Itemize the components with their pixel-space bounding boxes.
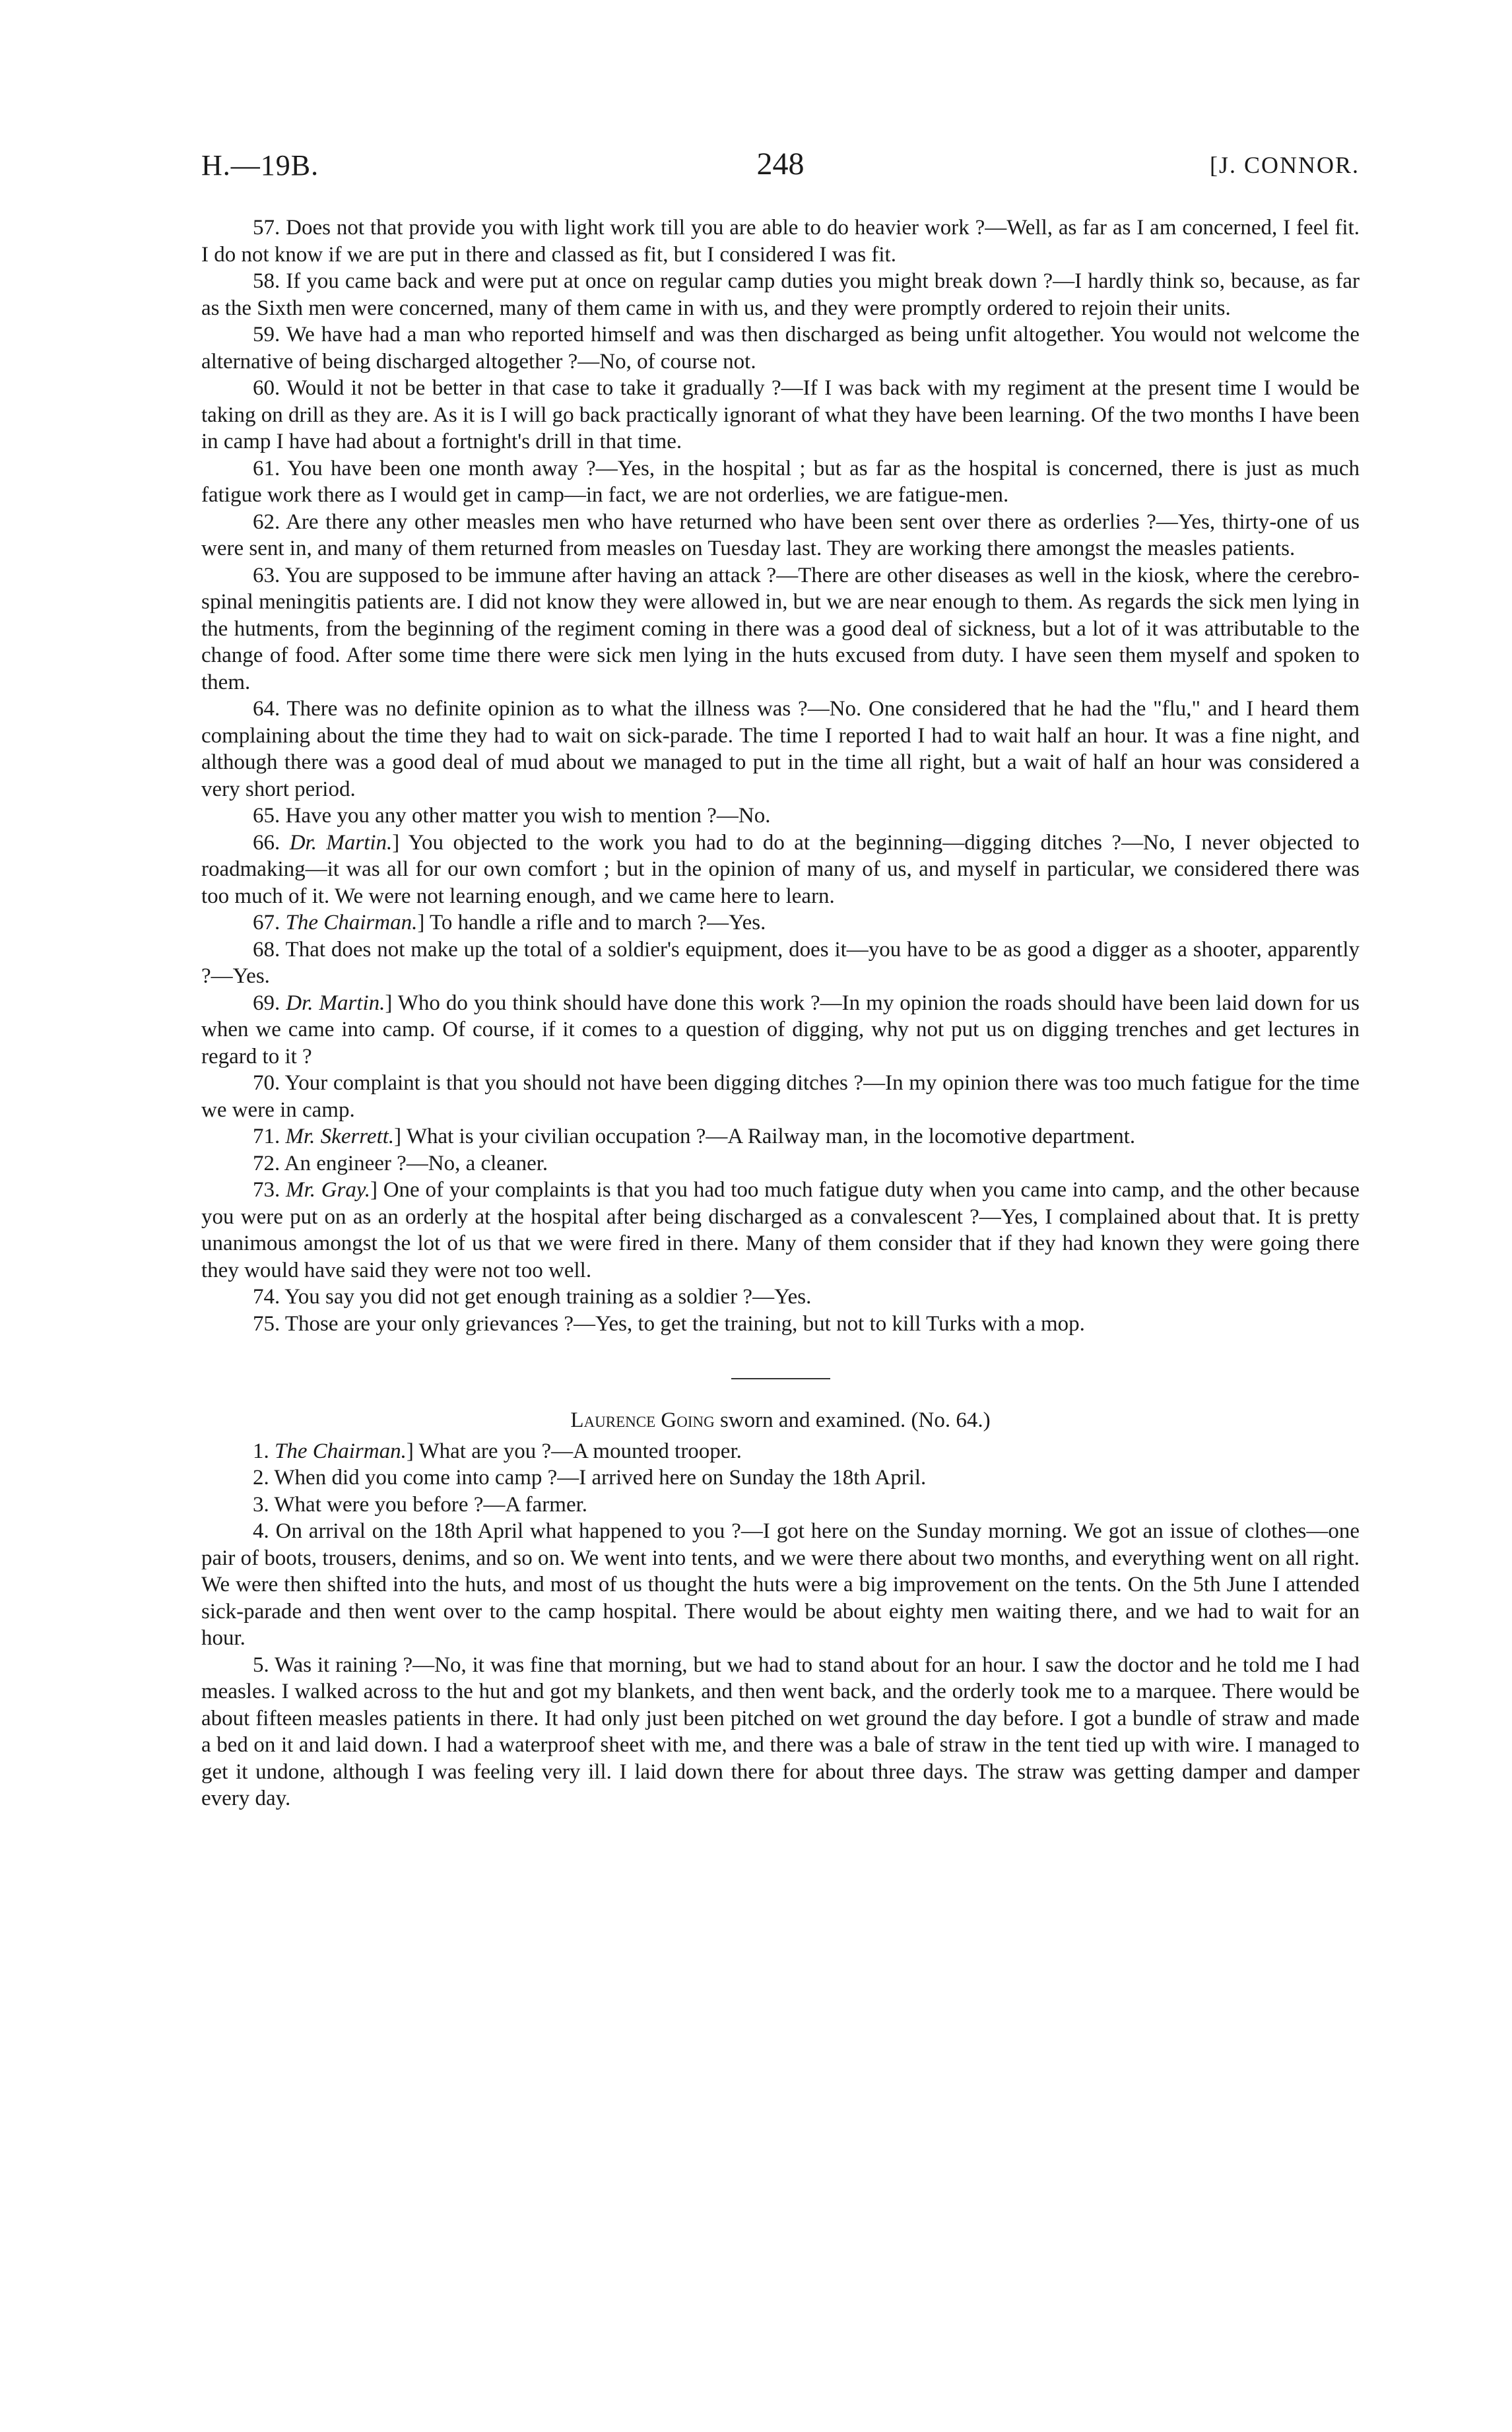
section-divider (731, 1378, 830, 1379)
question-paragraph: 66. Dr. Martin.] You objected to the work you had to do at the beginning—digging ditches ?—No, I never objected to roadmaking—it was all for our own comfort ; but in the opinion of many of us, and myself in particular, we considered there was too much of it. We were not learning enough, and we came here to learn. (201, 830, 1360, 908)
question-paragraph: 63. You are supposed to be immune after having an attack ?—There are other diseases as well in the kiosk, where the cerebro-spinal meningitis patients are. I did not know they were allowed in, but we are near enough to them. As regards the sick men lying in the hutments, from the beginning of the regiment coming in there was a good deal of sickness, but a lot of it was attributable to the change of food. After some time there were sick men lying in the huts excused from duty. I have seen them myself and spoken to them. (201, 563, 1360, 694)
question-paragraph: 74. You say you did not get enough training as a soldier ?—Yes. (253, 1285, 812, 1309)
question-paragraph: 61. You have been one month away ?—Yes, in the hospital ; but as far as the hospital is concerned, there is just as much fatigue work there as I would get in camp—in fact, we are not orderlies, we are fatigue-men. (201, 456, 1360, 507)
witness-name: Laurence Going (570, 1408, 715, 1432)
question-paragraph: 69. Dr. Martin.] Who do you think should have done this work ?—In my opinion the roads should have been laid down for us when we came into camp. Of course, if it comes to a question of digging, why not put us on digging trenches and get lectures in regard to it ? (201, 991, 1360, 1068)
speaker: The Chairman. (275, 1439, 407, 1463)
question-paragraph: 60. Would it not be better in that case to take it gradually ?—If I was back with my regiment at the present time I would be taking on drill as they are. As it is I will go back practically ignorant of what they have been learning. Of the two months I have been in camp I have had about a fortnight's drill in that time. (201, 376, 1360, 453)
question-paragraph: 2. When did you come into camp ?—I arrived here on Sunday the 18th April. (253, 1466, 927, 1490)
question-paragraph: 62. Are there any other measles men who have returned who have been sent over there as orderlies ?—Yes, thirty-one of us were sent in, and many of them returned from measles on Tuesday last. They are working there amongst the measles patients. (201, 509, 1360, 560)
question-paragraph: 75. Those are your only grievances ?—Yes, to get the training, but not to kill Turks with a mop. (253, 1311, 1085, 1336)
question-paragraph: 72. An engineer ?—No, a cleaner. (253, 1151, 548, 1175)
question-paragraph: 3. What were you before ?—A farmer. (253, 1492, 588, 1517)
question-paragraph: 65. Have you any other matter you wish to mention ?—No. (253, 804, 771, 828)
question-paragraph: 68. That does not make up the total of a soldier's equipment, does it—you have to be as good a digger as a shooter, apparently ?—Yes. (201, 937, 1360, 988)
question-paragraph: 5. Was it raining ?—No, it was fine that morning, but we had to stand about for an hour. I saw the doctor and he told me I had measles. I walked across to the hut and got my blankets, and then went back, and the orderly took me to a marquee. There would be about fifteen measles patients in there. It had only just been pitched on wet ground the day before. I got a bundle of straw and made a bed on it and laid down. I had a waterproof sheet with me, and there was a bale of straw in the tent tied up with wire. I managed to get it undone, although I was feeling very ill. I laid down there for about three days. The straw was getting damper and damper every day. (201, 1653, 1360, 1810)
speaker: Mr. Skerrett. (285, 1125, 395, 1148)
question-paragraph: 73. Mr. Gray.] One of your complaints is that you had too much fatigue duty when you came into camp, and the other because you were put on as an orderly at the hospital after being discharged as a convalescent ?—Yes, I complained about that. It is pretty unanimous amongst the lot of us that we were fired in there. Many of them consider that if they had known they were going there they would have said they were not too well. (201, 1178, 1360, 1282)
speaker: Dr. Martin. (286, 991, 385, 1015)
page-number: 248 (756, 147, 805, 181)
question-paragraph: 67. The Chairman.] To handle a rifle and to march ?—Yes. (253, 911, 766, 935)
testimony-part-1 (201, 214, 1360, 1337)
speaker: Mr. Gray. (286, 1178, 370, 1202)
body-text (201, 214, 1360, 1812)
question-paragraph: 64. There was no definite opinion as to what the illness was ?—No. One considered that he had the "flu," and I heard them complaining about the time they had to wait on sick-parade. The time I reported I had to wait half an hour. It was a fine night, and although there was a good deal of mud about we managed to put in the time all right, but a wait of half an hour was considered a very short period. (201, 697, 1360, 801)
witness-heading: Laurence Going sworn and examined. (No. 64.) (570, 1408, 991, 1432)
question-paragraph: 4. On arrival on the 18th April what happened to you ?—I got here on the Sunday morning. We got an issue of clothes—one pair of boots, trousers, denims, and so on. We went into tents, and we were there about two months, and everything went on all right. We were then shifted into the huts, and most of us thought the huts were a big improvement on the tents. On the 5th June I attended sick-parade and then went over to the camp hospital. There would be about eighty men waiting there, and we had to wait for an hour. (201, 1519, 1360, 1650)
speaker: Dr. Martin. (289, 830, 393, 855)
witness-running-head: [J. CONNOR. (1209, 152, 1360, 178)
speaker: The Chairman. (285, 911, 418, 935)
question-paragraph: 59. We have had a man who reported himself and was then discharged as being unfit altogether. You would not welcome the alternative of being discharged altogether ?—No, of course not. (201, 323, 1360, 374)
question-paragraph: 70. Your complaint is that you should not have been digging ditches ?—In my opinion there was too much fatigue for the time we were in camp. (201, 1071, 1360, 1122)
document-reference: H.—19B. (201, 149, 319, 181)
question-paragraph: 58. If you came back and were put at once on regular camp duties you might break down ?—I hardly think so, because, as far as the Sixth men were concerned, many of them came in with us, and they were promptly ordered to rejoin their units. (201, 269, 1360, 320)
question-paragraph: 71. Mr. Skerrett.] What is your civilian occupation ?—A Railway man, in the locomotive department. (253, 1125, 1136, 1148)
page-header (201, 148, 1360, 195)
question-paragraph: 57. Does not that provide you with light work till you are able to do heavier work ?—Well, as far as I am concerned, I feel fit. I do not know if we are put in there and classed as fit, but I considered I was fit. (201, 216, 1360, 267)
question-paragraph: 1. The Chairman.] What are you ?—A mounted trooper. (253, 1439, 742, 1463)
testimony-part-2 (201, 1438, 1360, 1812)
